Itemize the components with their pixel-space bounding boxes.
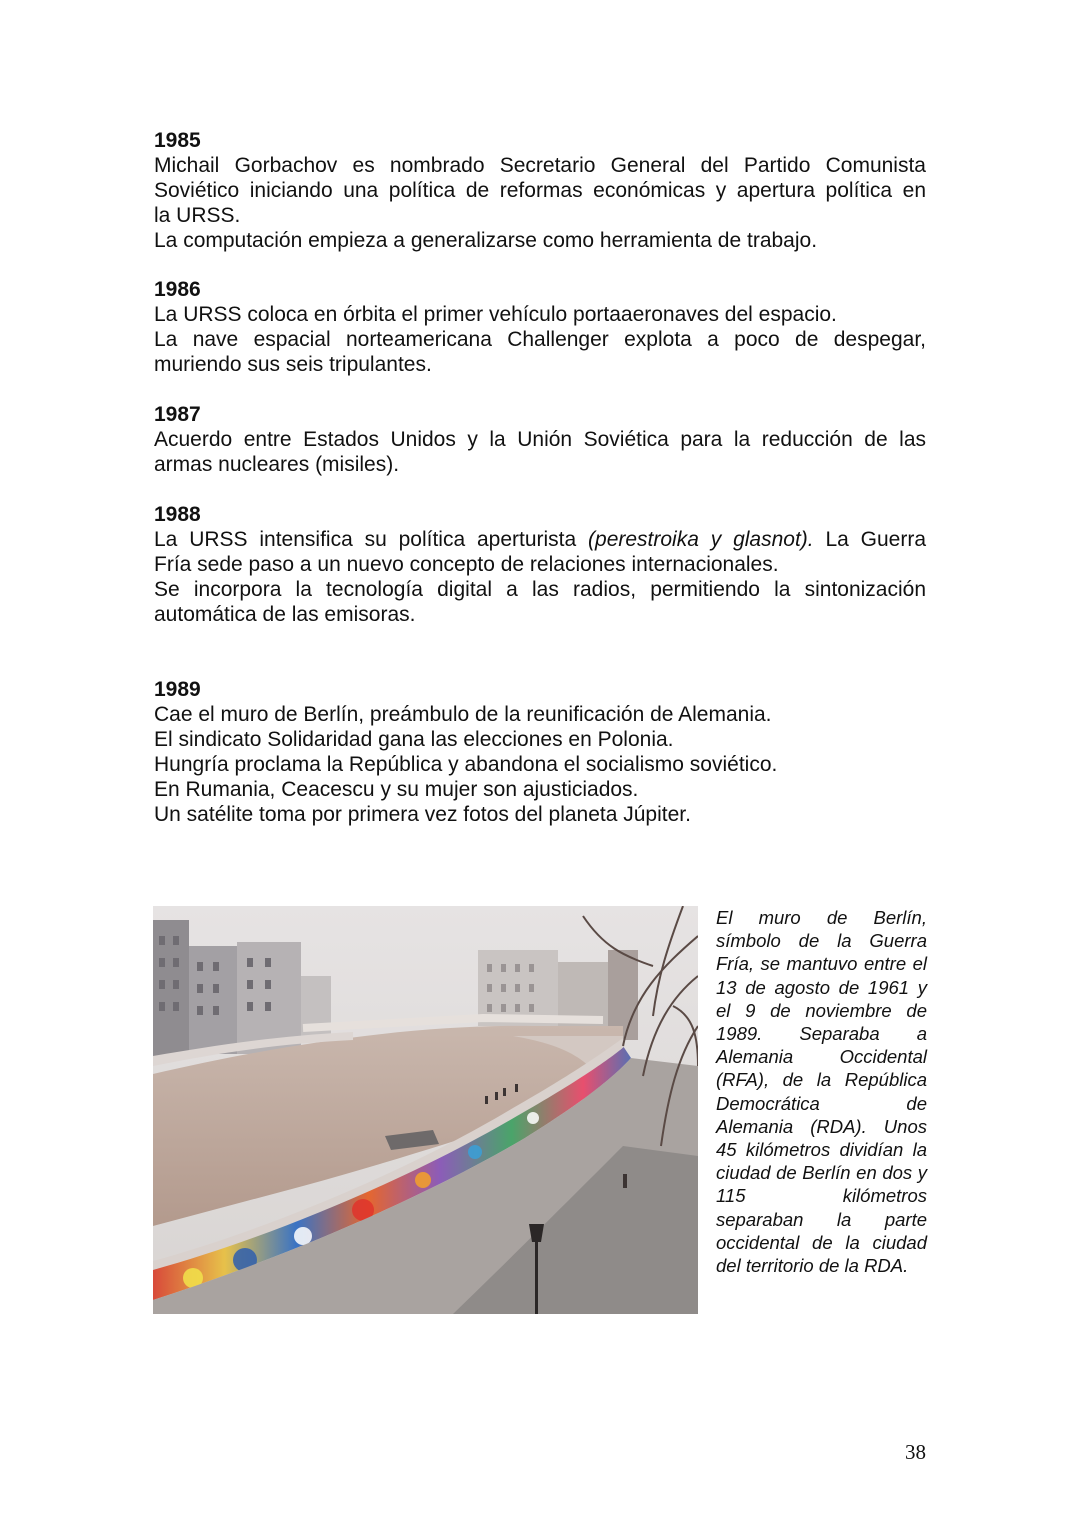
entry-line: La nave espacial norteamericana Challenger explota a poco de despegar, — [154, 328, 926, 351]
entry-line: La URSS coloca en órbita el primer vehículo portaaeronaves del espacio. — [154, 303, 837, 326]
entry-line: automática de las emisoras. — [154, 603, 416, 626]
entry-line-text: La URSS intensifica su política aperturista — [154, 528, 589, 551]
entry-line: Michail Gorbachov es nombrado Secretario General del Partido Comunista — [154, 154, 926, 177]
year-heading: 1989 — [154, 678, 201, 701]
entry-line: Acuerdo entre Estados Unidos y la Unión Soviética para la reducción de las — [154, 428, 926, 451]
entry-line: En Rumania, Ceacescu y su mujer son ajusticiados. — [154, 778, 639, 801]
italic-term: (perestroika y glasnot). — [588, 528, 814, 551]
entry-line — [154, 527, 926, 552]
entry-line: El sindicato Solidaridad gana las elecciones en Polonia. — [154, 728, 674, 751]
entry-line: la URSS. — [154, 204, 241, 227]
photo-caption: El muro de Berlín, símbolo de la Guerra Fría, se mantuvo entre el 13 de agosto de 1961 y el 9 de noviembre de 1989. Separaba a Alemania Occidental (RFA), de la República Democrática de Alemania (RDA). Unos 45 kilómetros dividían la ciudad de Berlín en dos y 115 kilómetros separaban la parte occidental de la ciudad del territorio de la RDA. — [716, 907, 927, 1277]
entry-line: Hungría proclama la República y abandona el socialismo soviético. — [154, 753, 778, 776]
entry-line: Cae el muro de Berlín, preámbulo de la reunificación de Alemania. — [154, 703, 772, 726]
entry-line: armas nucleares (misiles). — [154, 453, 400, 476]
page-number: 38 — [905, 1440, 926, 1464]
entry-line-text: La Guerra — [813, 528, 927, 551]
berlin-wall-photo — [153, 906, 698, 1314]
entry-line: Un satélite toma por primera vez fotos del planeta Júpiter. — [154, 803, 691, 826]
entry-1987 — [154, 402, 926, 477]
timeline — [154, 128, 926, 827]
year-heading: 1986 — [154, 278, 201, 301]
entry-1985 — [154, 128, 926, 253]
entry-line: Fría sede paso a un nuevo concepto de relaciones internacionales. — [154, 553, 779, 576]
entry-line: muriendo sus seis tripulantes. — [154, 353, 432, 376]
entry-1986 — [154, 277, 926, 377]
entry-line: La computación empieza a generalizarse como herramienta de trabajo. — [154, 229, 818, 252]
entry-line: Se incorpora la tecnología digital a las radios, permitiendo la sintonización — [154, 578, 926, 601]
entry-1988 — [154, 502, 926, 627]
year-heading: 1985 — [154, 129, 201, 152]
entry-1989 — [154, 677, 926, 827]
year-heading: 1988 — [154, 503, 201, 526]
year-heading: 1987 — [154, 403, 201, 426]
entry-line: Soviético iniciando una política de reformas económicas y apertura política en — [154, 179, 926, 202]
